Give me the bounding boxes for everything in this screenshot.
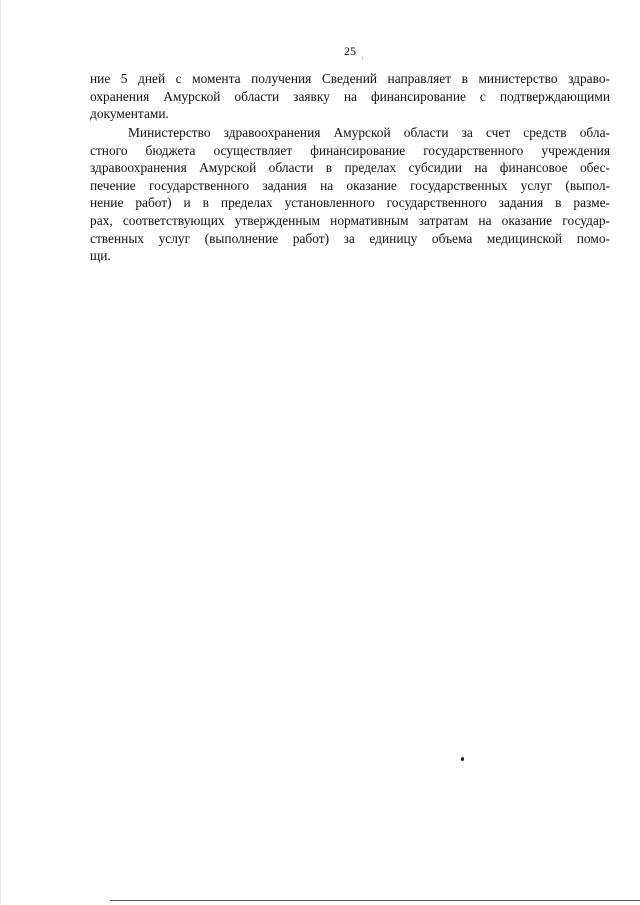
scan-speck <box>461 757 464 761</box>
paragraph-line: печение государственного задания на оказание государственных услуг (выпол- <box>90 177 610 193</box>
bottom-rule <box>110 900 640 901</box>
paragraph-line: щи. <box>90 248 111 264</box>
paragraph-line: здравоохранения Амурской области в пределах субсидии на финансовое обес- <box>90 160 610 176</box>
paragraph-line: ние 5 дней с момента получения Сведений направляет в министерство здраво- <box>90 71 610 86</box>
scan-edge-left <box>0 0 1 905</box>
paragraph-line: охранения Амурской области заявку на финансирование с подтверждающими <box>90 88 610 104</box>
paragraph-line: Министерство здравоохранения Амурской области за счет средств обла- <box>128 125 610 140</box>
paragraph-1 <box>90 70 610 123</box>
paragraph-line: документами. <box>90 106 169 122</box>
scan-speck <box>362 57 363 59</box>
paragraph-line: нение работ) и в пределах установленного государственного задания в разме- <box>90 195 610 211</box>
paragraph-line: стного бюджета осуществляет финансирование государственного учреждения <box>90 142 610 158</box>
page-number: 25 <box>344 44 356 58</box>
paragraph-line: рах, соответствующих утвержденным нормативным затратам на оказание государ- <box>90 212 610 228</box>
paragraph-line: ственных услуг (выполнение работ) за единицу объема медицинской помо- <box>90 230 610 246</box>
paragraph-2 <box>90 124 610 265</box>
